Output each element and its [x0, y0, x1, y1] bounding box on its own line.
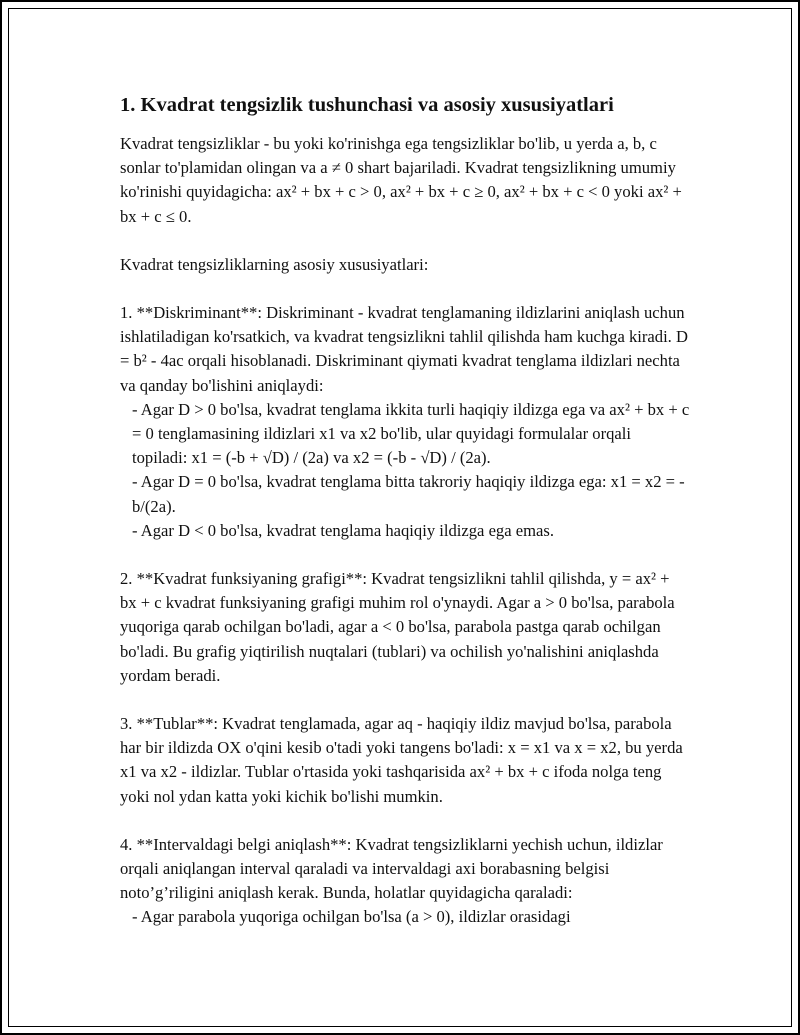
sub-item: - Agar parabola yuqoriga ochilgan bo'lsa (a > 0), ildizlar orasidagi: [132, 907, 571, 927]
section-title: 1. Kvadrat tengsizlik tushunchasi va asosiy xususiyatlari: [120, 94, 614, 116]
document-body: [120, 92, 690, 930]
list-item-text: 2. **Kvadrat funksiyaning grafigi**: Kvadrat tengsizlikni tahlil qilishda, y = ax² + bx + c kvadrat funksiyaning grafigi muhim rol o'ynaydi. Agar a > 0 bo'lsa, parabola yuqoriga qarab ochilgan bo'ladi, agar a < 0 bo'lsa, parabola pastga qarab ochilgan bo'ladi. Bu grafig yiqtirilish nuqtalari (tublari) va ochilish yo'nalishini aniqlashda yordam beradi.: [120, 569, 675, 685]
sub-item: - Agar D < 0 bo'lsa, kvadrat tenglama haqiqiy ildizga ega emas.: [132, 520, 554, 540]
list-item-text: 3. **Tublar**: Kvadrat tenglamada, agar aq - haqiqiy ildiz mavjud bo'lsa, parabola har bir ildizda OX o'qini kesib o'tadi yoki tangens bo'ladi: x = x1 va x = x2, bu yerda x1 va x2 - ildizlar. Tublar o'rtasida yoki tashqarisida ax² + bx + c ifoda nolga teng yoki nol ydan katta yoki kichik bo'lishi mumkin.: [120, 714, 683, 806]
intro-paragraph: Kvadrat tengsizliklar - bu yoki ko'rinishga ega tengsizliklar bo'lib, u yerda a, b, c sonlar to'plamidan olingan va a ≠ 0 shart bajariladi. Kvadrat tengsizlikning umumiy ko'rinishi quyidagicha: ax² + bx + c > 0, ax² + bx + c ≥ 0, ax² + bx + c < 0 yoki ax² + bx + c ≤ 0.: [120, 134, 682, 226]
list-item-discriminant: [120, 301, 690, 543]
list-item-text: 4. **Intervaldagi belgi aniqlash**: Kvadrat tengsizliklarni yechish uchun, ildizlar orqali aniqlangan interval qaraladi va intervaldagi axi borabasning belgisi noto’g’riligini aniqlash kerak. Bunda, holatlar quyidagicha qaraladi:: [120, 834, 663, 903]
list-item-graph: [120, 567, 690, 688]
list-item-roots: [120, 712, 690, 809]
sub-item: - Agar D = 0 bo'lsa, kvadrat tenglama bitta takroriy haqiqiy ildizga ega: x1 = x2 = -b/(2a).: [132, 472, 685, 516]
properties-heading: Kvadrat tengsizliklarning asosiy xususiyatlari:: [120, 254, 429, 274]
list-item-interval-sign: [120, 833, 690, 930]
list-item-text: 1. **Diskriminant**: Diskriminant - kvadrat tenglamaning ildizlarini aniqlash uchun ishlatiladigan ko'rsatkich, va kvadrat tengsizlikni tahlil qilishda ham kuchga kiradi. D = b² - 4ac orqali hisoblanadi. Diskriminant qiymati kvadrat tenglama ildizlari nechta va qanday bo'lishini aniqlaydi:: [120, 303, 688, 395]
sub-item: - Agar D > 0 bo'lsa, kvadrat tenglama ikkita turli haqiqiy ildizga ega va ax² + bx + c = 0 tenglamasining ildizlari x1 va x2 bo'lib, ular quyidagi formulalar orqali topiladi: x1 = (-b + √D) / (2a) va x2 = (-b - √D) / (2a).: [132, 399, 690, 468]
